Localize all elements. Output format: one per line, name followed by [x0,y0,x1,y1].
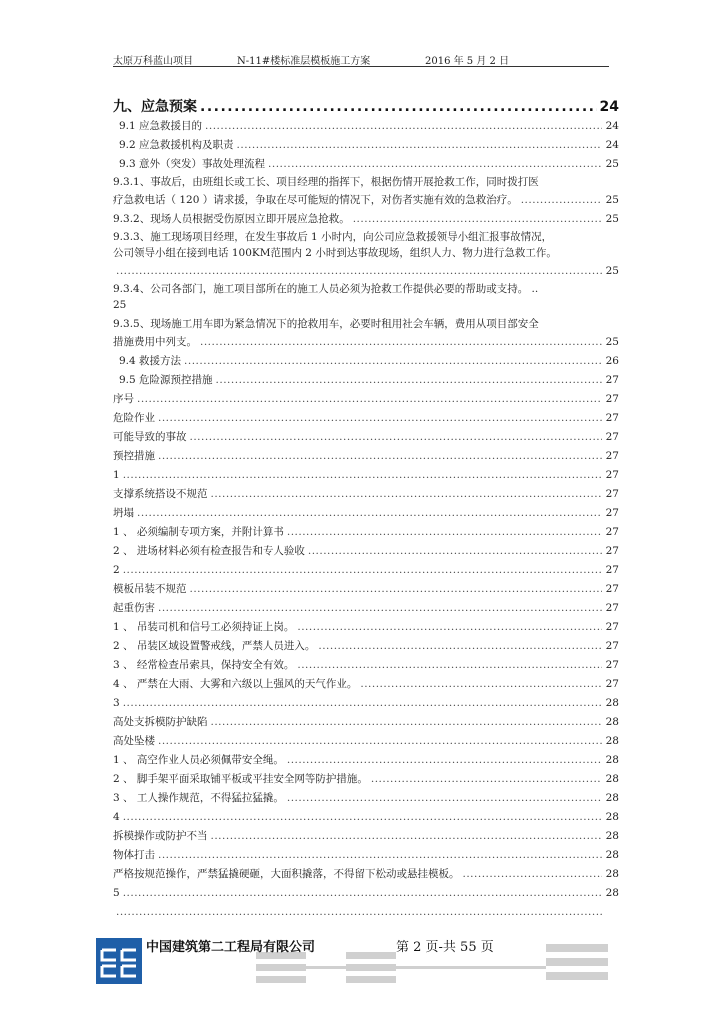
toc-entry[interactable]: 措施费用中列支。 ..... 25 [113,332,619,349]
toc-entry[interactable]: 9.4 救援方法 ..... 26 [113,349,619,368]
toc-entry[interactable]: 2 、 吊装区域设置警戒线，严禁人员进入。 ..... 27 [113,634,619,653]
toc-entry-wrapped-line: 9.3.1、事故后，由班组长或工长、项目经理的指挥下，根据伤情开展抢救工作，同时拨打医 [113,176,539,188]
page-footer [96,930,616,990]
toc-entry[interactable]: 9.3.2、现场人员根据受伤原因立即开展应急抢救。 ..... 25 [113,207,619,226]
header-plan: N-11#楼标准层模板施工方案 [237,56,371,67]
toc-entry[interactable]: ..... 25 [113,261,619,278]
toc-entry[interactable]: 预控措施 ..... 27 [113,444,619,463]
toc-section-title: 九、应急预案 [113,99,197,115]
toc-entry-wrapped-line: 9.3.3、施工现场项目经理，在发生事故后 1 小时内，向公司应急救援领导小组汇报事故情况， [113,231,553,243]
toc-entry-page-overflow: 25 [113,299,127,311]
toc-entry[interactable]: 1 、 高空作业人员必须佩带安全绳。 ..... 28 [113,748,619,767]
toc-entry[interactable]: 4 ..... 28 [113,805,619,824]
toc-entry[interactable]: 4 、 严禁在大雨、大雾和六级以上强风的天气作业。 ..... 27 [113,672,619,691]
toc-entry[interactable]: 坍塌 ..... 27 [113,501,619,520]
table-of-contents [113,88,619,919]
toc-entry[interactable]: 1 ..... 27 [113,463,619,482]
toc-entry-wrapped-line: 9.3.4、公司各部门，施工项目部所在的施工人员必须为抢救工作提供必要的帮助或支持。 .. [113,283,539,295]
toc-entry[interactable]: 严格按规范操作，严禁猛撬硬砸，大面积撬落，不得留下松动或悬挂模板。 ..... 28 [113,862,619,881]
toc-entry[interactable]: 1 、 吊装司机和信号工必须持证上岗。 ..... 27 [113,615,619,634]
toc-entry[interactable]: 3 、 工人操作规范，不得猛拉猛撬。 ..... 28 [113,786,619,805]
toc-entry[interactable]: 高处坠楼 ..... 28 [113,729,619,748]
toc-section-page: 24 [599,99,619,115]
toc-entry[interactable]: 1 、 必须编制专项方案，并附计算书 ..... 27 [113,520,619,539]
toc-entry-wrapped-line: 9.3.5、现场施工用车即为紧急情况下的抢救用车，必要时租用社会车辆，费用从项目部安全 [113,318,539,330]
toc-section-title-row[interactable] [113,88,619,114]
toc-entry[interactable]: 2 、 进场材料必须有检查报告和专人验收 ..... 27 [113,539,619,558]
toc-entry[interactable] [113,900,619,919]
toc-entry[interactable]: 危险作业 ..... 27 [113,406,619,425]
company-name: 中国建筑第二工程局有限公司 [146,940,316,955]
toc-entry[interactable]: 高处支拆模防护缺陷 ..... 28 [113,710,619,729]
toc-entry[interactable]: 9.5 危险源预控措施 ..... 27 [113,368,619,387]
toc-entry[interactable]: 9.3 意外（突发）事故处理流程 ..... 25 [113,152,619,171]
toc-entry[interactable]: 3 、 经常检查吊索具，保持安全有效。 ..... 27 [113,653,619,672]
toc-entry[interactable]: 起重伤害 ..... 27 [113,596,619,615]
toc-entry[interactable]: 9.1 应急救援目的 ..... 24 [113,114,619,133]
cscec-logo [96,938,142,984]
toc-entry[interactable]: 2 ..... 27 [113,558,619,577]
toc-entry[interactable]: 支撑系统搭设不规范 ..... 27 [113,482,619,501]
header-project: 太原万科蓝山项目 [113,56,193,67]
toc-entry[interactable]: 2 、 脚手架平面采取铺平板或平挂安全网等防护措施。 ..... 28 [113,767,619,786]
toc-entry[interactable]: 物体打击 ..... 28 [113,843,619,862]
toc-entry-wrapped-line: 公司领导小组在接到电话 100KM范围内 2 小时到达事故现场，组织人力、物力进行急救工作。 [113,247,557,259]
toc-entry[interactable]: 疗急救电话（ 120 ）请求援，争取在尽可能短的情况下，对伤者实施有效的急救治疗。 ..... 25 [113,190,619,207]
page-header [113,50,609,67]
toc-entry[interactable]: 9.2 应急救援机构及职责 ..... 24 [113,133,619,152]
header-date: 2016 年 5 月 2 日 [425,56,510,67]
toc-entry[interactable]: 5 ..... 28 [113,881,619,900]
page-number: 第 2 页-共 55 页 [396,940,494,955]
toc-entry[interactable]: 模板吊装不规范 ..... 27 [113,577,619,596]
toc-entry[interactable]: 3 ..... 28 [113,691,619,710]
toc-entry[interactable]: 可能导致的事故 ..... 27 [113,425,619,444]
toc-entry[interactable]: 拆模操作或防护不当 ..... 28 [113,824,619,843]
toc-entry[interactable]: 序号 ..... 27 [113,387,619,406]
